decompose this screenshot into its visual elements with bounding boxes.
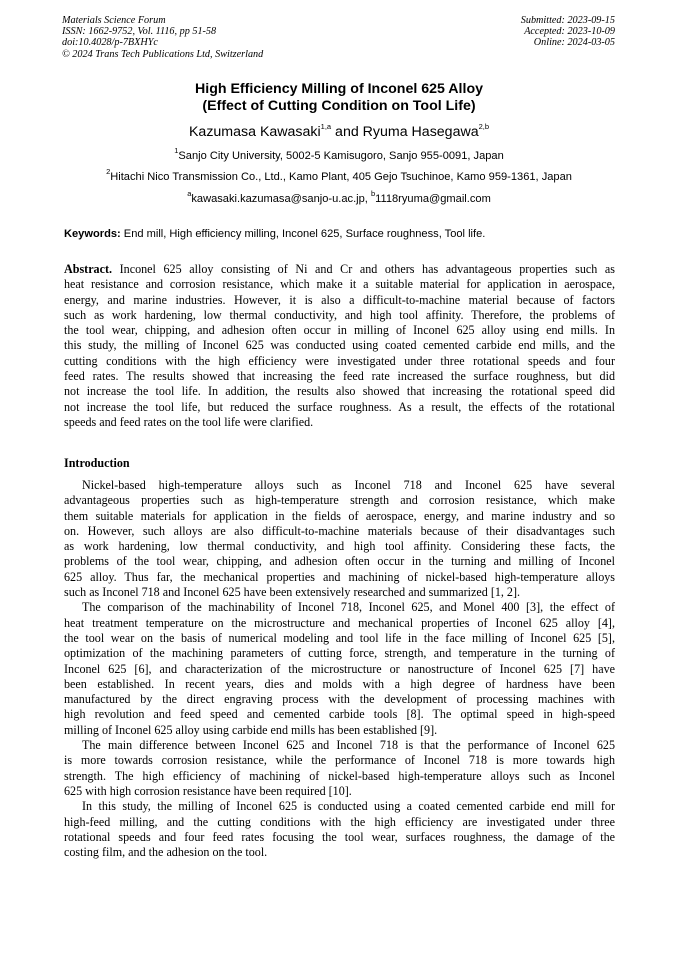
abstract-line: not increase the tool life. In addition, the results also showed that increasing the rotational speed did xyxy=(64,384,615,399)
author-name: Ryuma Hasegawa xyxy=(362,124,479,140)
body-line: heat treatment temperature on the microstructure and mechanical properties of Inconel 625 alloy [4], xyxy=(64,615,615,630)
body-line: on. However, such alloys are also difficult-to-machine materials because of their disadvantages such xyxy=(64,523,615,538)
body-line: In this study, the milling of Inconel 625 is conducted using a coated cemented carbide end mill for xyxy=(82,799,615,814)
doi[interactable]: doi:10.4028/p-7BXHYc xyxy=(62,37,158,49)
abstract-line: the tool wear, chipping, and adhesion often occur in milling of Inconel 625 alloy using end mills. In xyxy=(64,323,615,338)
abstract-line: cutting conditions with the high efficiency were investigated under three rotational speeds and four xyxy=(64,353,615,368)
abstract xyxy=(64,262,615,430)
body-line: optimization of the machining parameters of cutting force, strength, and temperature in the turning of xyxy=(64,646,615,661)
body-line: costing film, and the adhesion on the tool. xyxy=(64,845,268,860)
introduction-body xyxy=(64,478,615,860)
author-conjunction: and xyxy=(331,124,363,140)
body-line: high-feed milling, and the cutting conditions with the high efficiency are investigated under three xyxy=(64,814,615,829)
issn: ISSN: 1662-9752, Vol. 1116, pp 51-58 xyxy=(62,26,217,38)
body-line: as work hardening, low thermal conductivity, and high tool affinity. Considering these facts, the xyxy=(64,539,615,554)
keywords-text: End mill, High efficiency milling, Inconel 625, Surface roughness, Tool life. xyxy=(120,228,486,240)
affiliation-1 xyxy=(0,146,678,163)
keywords-label: Keywords: xyxy=(64,228,121,240)
body-line: been established. In recent years, dies and molds with a high degree of hardness have been xyxy=(64,676,615,691)
submitted-date: Submitted: 2023-09-15 xyxy=(520,15,615,26)
abstract-label: Abstract. xyxy=(64,262,113,276)
abstract-line: heat resistance and corrosion resistance, which make it a suitable material for application in aerospace, xyxy=(64,277,615,292)
body-line: Nickel-based high-temperature alloys such as Inconel 718 and Inconel 625 have several xyxy=(82,478,615,492)
body-line: strength. The high efficiency of machining of nickel-based high-temperature alloys such as Inconel xyxy=(64,768,615,783)
email-marker: a xyxy=(187,189,192,199)
affiliation-text: Sanjo City University, 5002-5 Kamisugoro, Sanjo 955-0091, Japan xyxy=(178,150,504,162)
body-line: advantageous properties such as high-temperature strength and corrosion resistance, which make xyxy=(64,493,615,508)
body-line: manufactured by the direct engraving process with the development of processing machines with xyxy=(64,692,615,707)
body-line: problems of the tool wear, chipping, and adhesion often occur in the turning and milling of Inconel xyxy=(64,554,615,569)
publication-info xyxy=(62,15,263,60)
affiliation-text: Hitachi Nico Transmission Co., Ltd., Kamo Plant, 405 Gejo Tsuchinoe, Kamo 959-1361, Japan xyxy=(110,171,572,183)
section-heading-introduction: Introduction xyxy=(64,456,130,470)
affiliation-2 xyxy=(0,167,678,184)
online-date: Online: 2024-03-05 xyxy=(533,37,615,49)
body-line: The main difference between Inconel 625 and Inconel 718 is that the performance of Inconel 625 xyxy=(82,738,615,753)
title-line-1: High Efficiency Milling of Inconel 625 Alloy xyxy=(195,81,483,97)
body-line: them suitable materials for application in the fields of aerospace, energy, and marine industry and so xyxy=(64,508,615,523)
paper-title xyxy=(0,81,678,115)
author-affiliation-marker: 1,a xyxy=(320,122,332,132)
journal-name: Materials Science Forum xyxy=(62,15,166,26)
affiliation-marker: 1 xyxy=(174,146,179,156)
affiliation-marker: 2 xyxy=(106,167,111,177)
abstract-line: this study, the milling of Inconel 625 was conducted using coated cemented carbide end mills, and the xyxy=(64,338,615,353)
author-name: Kazumasa Kawasaki xyxy=(188,124,321,140)
abstract-line: not increase the tool life, but reduced the surface roughness. As a result, the effects of the rotational xyxy=(64,399,615,414)
email-link[interactable]: kawasaki.kazumasa@sanjo-u.ac.jp, xyxy=(191,193,371,205)
accepted-date: Accepted: 2023-10-09 xyxy=(524,26,615,38)
body-line: such as Inconel 718 and Inconel 625 have been extensively researched and summarized [1, 2]. xyxy=(64,585,521,600)
body-line: rotational speeds and four feed rates focusing the tool wear, surfaces roughness, the damage of the xyxy=(64,829,615,844)
body-line: milling of Inconel 625 alloy using carbide end mills has been established [9]. xyxy=(64,722,438,737)
author-list xyxy=(0,124,678,140)
abstract-line: speeds and feed rates on the tool life were clarified. xyxy=(64,414,314,429)
author-affiliation-marker: 2,b xyxy=(478,122,490,132)
author-emails xyxy=(0,189,678,206)
abstract-line: such as work hardening, low thermal conductivity, and high tool affinity. Therefore, the problems of xyxy=(64,307,615,322)
abstract-line: energy, and marine industries. However, it is also a difficult-to-machine material because of factors xyxy=(64,292,615,307)
body-line: Inconel 625 [6], and characterization of the microstructure or nanostructure of Inconel 625 [7] have xyxy=(64,661,615,676)
body-line: high revolution and feed speed and cemented carbide tools [8]. The optimal speed in high-speed xyxy=(64,707,615,722)
abstract-line: feed rates. The results showed that increasing the feed rate increased the surface roughness, but did xyxy=(64,369,615,384)
body-line: 625 with high corrosion resistance have been required [10]. xyxy=(64,783,352,798)
abstract-line: Abstract. Inconel 625 alloy consisting of Ni and Cr and others has advantageous properties such as xyxy=(64,262,615,276)
keywords xyxy=(64,227,618,241)
title-line-2: (Effect of Cutting Condition on Tool Life) xyxy=(202,98,476,114)
body-line: the tool wear on the basis of numerical modeling and tool life in the face milling of Inconel 625 [5], xyxy=(64,630,615,645)
email-link[interactable]: 1118ryuma@gmail.com xyxy=(375,193,491,205)
copyright: © 2024 Trans Tech Publications Ltd, Switzerland xyxy=(62,48,264,60)
body-line: The comparison of the machinability of Inconel 718, Inconel 625, and Monel 400 [3], the effect of xyxy=(82,600,615,615)
body-line: is more towards corrosion resistance, while the performance of Inconel 718 is more towards high xyxy=(64,753,615,768)
email-marker: b xyxy=(370,189,376,199)
publication-dates xyxy=(521,15,615,49)
body-line: 625 alloy. Thus far, the mechanical properties and machining of nickel-based high-temperature alloys xyxy=(64,569,615,584)
